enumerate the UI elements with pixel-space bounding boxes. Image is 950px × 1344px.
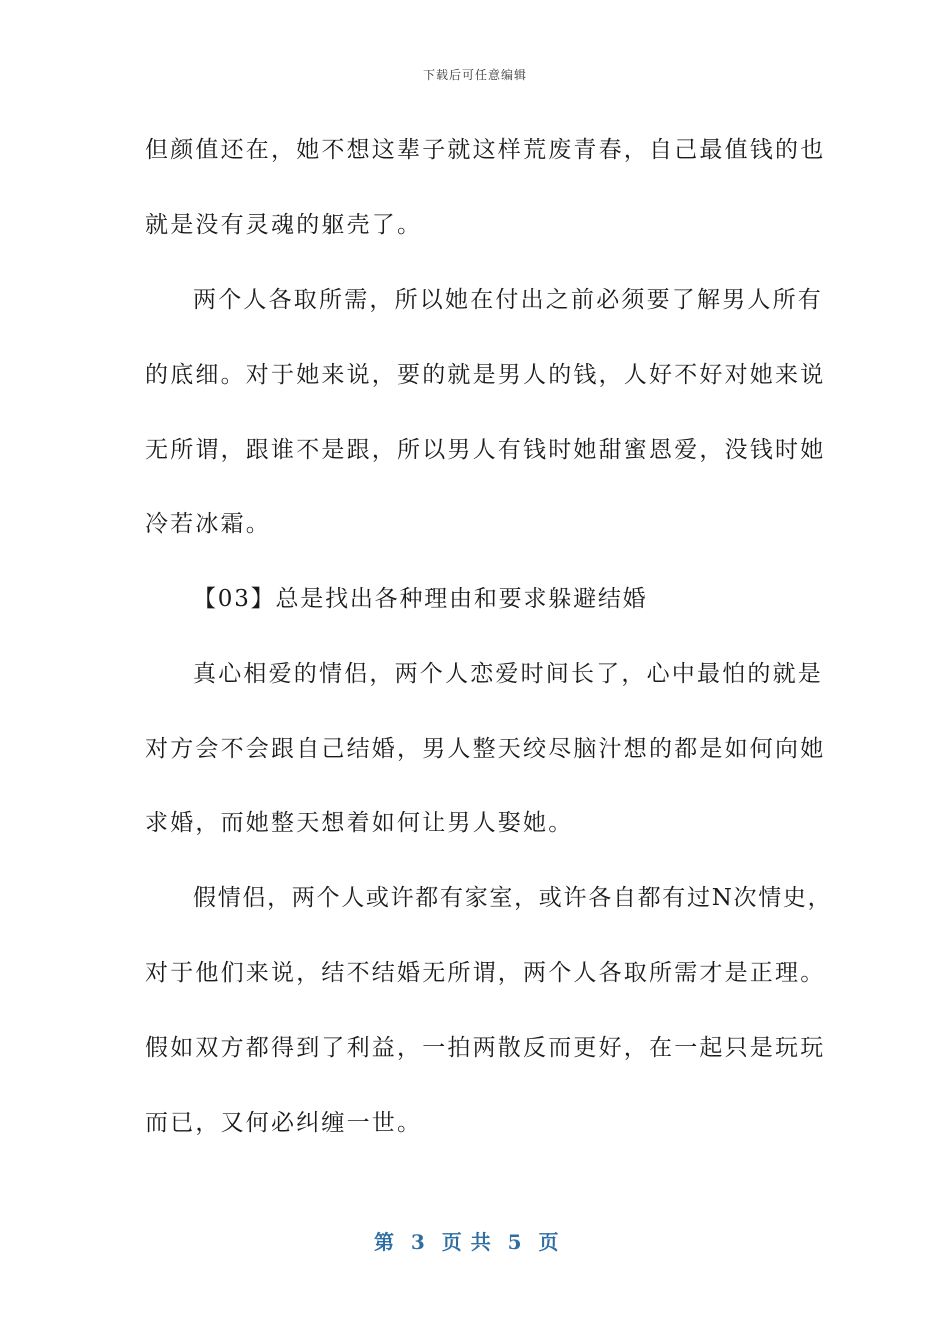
section-heading: 【03】总是找出各种理由和要求躲避结婚	[193, 586, 648, 612]
text-line: 假如双方都得到了利益，一拍两散反而更好，在一起只是玩玩	[145, 1035, 826, 1061]
text-line: 对于他们来说，结不结婚无所谓，两个人各取所需才是正理。	[145, 960, 826, 986]
text-line: 就是没有灵魂的躯壳了。	[145, 212, 423, 238]
text-line: 但颜值还在，她不想这辈子就这样荒废青春，自己最值钱的也	[145, 137, 826, 163]
text-line: 对方会不会跟自己结婚，男人整天绞尽脑汁想的都是如何向她	[145, 736, 826, 762]
text-line: 两个人各取所需，所以她在付出之前必须要了解男人所有	[193, 287, 823, 313]
text-line: 真心相爱的情侣，两个人恋爱时间长了，心中最怕的就是	[193, 661, 823, 687]
text-line: 求婚，而她整天想着如何让男人娶她。	[145, 810, 574, 836]
text-line: 的底细。对于她来说，要的就是男人的钱，人好不好对她来说	[145, 362, 826, 388]
text-line: 冷若冰霜。	[145, 511, 271, 537]
text-line: 而已，又何必纠缠一世。	[145, 1110, 423, 1136]
text-line: 无所谓，跟谁不是跟，所以男人有钱时她甜蜜恩爱，没钱时她	[145, 437, 826, 463]
page-header: 下载后可任意编辑	[422, 68, 527, 82]
text-line: 假情侣，两个人或许都有家室，或许各自都有过N次情史，	[193, 885, 833, 911]
page-footer: 第 3 页 共 5 页	[374, 1230, 560, 1254]
